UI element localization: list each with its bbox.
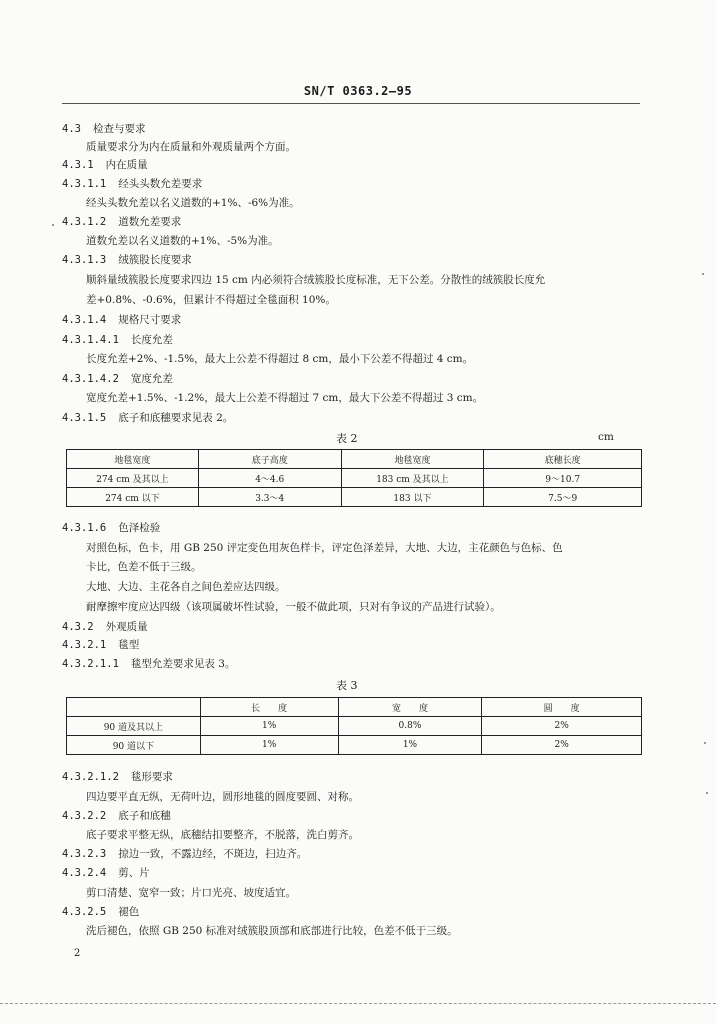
line-text: 卡比，色差不低于三级。 [86,561,202,573]
body-text-line [86,541,563,555]
body-text-line [86,886,296,900]
line-text: 褪色 [118,906,140,918]
line-text: 经头头数允差要求 [118,178,203,190]
section-line [62,215,181,229]
section-number: 4.3.1.6 [62,522,107,534]
table-row [67,488,642,507]
body-text-line [86,580,286,594]
line-text: 长度允差 [130,334,173,346]
section-line [62,847,307,861]
section-number: 4.3.2.1.1 [62,658,119,670]
table-header-cell: 宽 度 [338,698,482,717]
line-text: 检查与要求 [92,123,146,135]
line-text: 质量要求分为内在质量和外观质量两个方面。 [86,141,296,153]
section-line [62,411,233,425]
table-cell: 2% [482,717,642,736]
table-cell: 183 cm 及其以上 [341,469,484,488]
body-text-line [86,234,279,248]
line-text: 内在质量 [105,159,148,171]
table-cell: 274 cm 以下 [67,488,199,507]
line-text: 道数允差要求 [118,216,182,228]
section-number: 4.3.2 [62,621,94,633]
line-text: 剪、片 [118,867,150,879]
table-cell: 1% [200,736,338,755]
scan-speck [702,273,704,275]
table-cell: 90 道及其以上 [67,717,201,736]
section-number: 4.3.2.5 [62,906,107,918]
section-line [62,905,139,919]
scan-speck [704,742,706,744]
table-cell: 183 以下 [341,488,484,507]
line-text: 底子和底穗要求见表 2。 [118,412,234,424]
line-text: 外观质量 [105,621,148,633]
section-line [62,313,181,327]
section-number: 4.3.2.4 [62,867,107,879]
table-3 [66,697,642,755]
table-2 [66,449,642,507]
line-text: 掠边一致，不露边经，不斑边，扫边齐。 [118,848,308,860]
table-cell: 1% [338,736,482,755]
line-text: 长度允差+2%、-1.5%，最大上公差不得超过 8 cm，最小下公差不得超过 4 cm。 [86,353,474,365]
section-line [62,809,171,823]
line-text: 底子和底穗 [118,810,171,822]
line-text: 毯型允差要求见表 3。 [130,658,236,670]
section-number: 4.3.2.1 [62,639,107,651]
section-number: 4.3.1.3 [62,254,107,266]
table-header-cell: 地毯宽度 [341,450,484,469]
body-text-line [86,560,202,574]
table-header-cell: 地毯宽度 [67,450,199,469]
scan-speck [52,224,54,226]
table-row [67,736,642,755]
table-cell: 7.5～9 [484,488,642,507]
table-row [67,717,642,736]
section-line [62,372,173,386]
body-text-line [86,600,501,614]
table-header-cell: 底穗长度 [484,450,642,469]
line-text: 底子要求平整无纵，底穗结扣要整齐，不脱落，洗白剪齐。 [86,829,359,841]
header-rule [62,103,640,104]
table-cell: 4～4.6 [198,469,341,488]
scan-speck [706,792,708,794]
page-number: 2 [74,948,81,959]
table2-unit: cm [598,431,614,443]
section-line [62,638,139,652]
section-line [62,620,148,634]
line-text: 宽度允差+1.5%、-1.2%，最大上公差不得超过 7 cm，最大下公差不得超过 3 cm。 [86,392,484,404]
body-text-line [86,391,483,405]
table-cell: 9～10.7 [484,469,642,488]
section-line [62,657,235,671]
table-cell: 1% [200,717,338,736]
line-text: 毯形要求 [130,771,173,783]
section-line [62,122,145,136]
section-number: 4.3.1 [62,159,94,171]
body-text-line [86,828,359,842]
line-text: 绒簇股长度要求 [118,254,192,266]
line-text: 大地、大边、主花各自之间色差应达四级。 [86,581,286,593]
line-text: 色泽检验 [118,522,161,534]
body-text-line [86,293,336,307]
table-header-row [67,450,642,469]
section-number: 4.3.1.1 [62,178,107,190]
section-number: 4.3.1.4.2 [62,373,119,385]
line-text: 顺斜量绒簇股长度要求四边 15 cm 内必须符合绒簇股长度标准，无下公差。分散性的绒簇股长度允 [86,274,546,286]
section-number: 4.3.1.4 [62,314,107,326]
section-line [62,333,173,347]
line-text: 毯型 [118,639,140,651]
table-cell: 2% [482,736,642,755]
table-cell: 3.3～4 [198,488,341,507]
line-text: 规格尺寸要求 [118,314,182,326]
body-text-line [86,790,359,804]
line-text: 四边要平直无纵，无荷叶边，圆形地毯的圆度要圆、对称。 [86,791,359,803]
table-header-cell: 长 度 [200,698,338,717]
table-row [67,469,642,488]
table-header-cell: 底子高度 [198,450,341,469]
section-number: 4.3.1.2 [62,216,107,228]
table-header-row [67,698,642,717]
section-line [62,866,150,880]
body-text-line [86,924,458,938]
section-line [62,177,202,191]
section-line [62,158,148,172]
line-text: 经头头数允差以名义道数的+1%、-6%为准。 [86,197,300,209]
table-header-cell: 圆 度 [482,698,642,717]
table-header-cell [67,698,201,717]
section-number: 4.3.2.1.2 [62,771,119,783]
bottom-edge-rule [0,1003,716,1004]
body-text-line [86,196,300,210]
section-number: 4.3.2.2 [62,810,107,822]
section-line [62,770,173,784]
table3-caption: 表 3 [336,679,358,692]
line-text: 道数允差以名义道数的+1%、-5%为准。 [86,235,279,247]
section-number: 4.3.2.3 [62,848,107,860]
line-text: 洗后褪色，依照 GB 250 标准对绒簇股顶部和底部进行比较，色差不低于三级。 [86,925,458,937]
line-text: 宽度允差 [130,373,173,385]
body-text-line [86,140,296,154]
document-header: SN/T 0363.2—95 [303,84,413,98]
table2-caption: 表 2 [336,432,358,445]
line-text: 剪口清楚、宽窄一致；片口光亮、坡度适宜。 [86,887,296,899]
section-number: 4.3.1.5 [62,412,107,424]
body-text-line [86,352,473,366]
section-line [62,253,192,267]
body-text-line [86,273,545,287]
line-text: 对照色标，色卡，用 GB 250 评定变色用灰色样卡，评定色泽差异，大地、大边，主花颜色与色标、色 [86,542,563,554]
table-cell: 90 道以下 [67,736,201,755]
section-line [62,521,160,535]
section-number: 4.3 [62,123,81,135]
line-text: 差+0.8%、-0.6%，但累计不得超过全毯面积 10%。 [86,294,336,306]
table-cell: 274 cm 及其以上 [67,469,199,488]
section-number: 4.3.1.4.1 [62,334,119,346]
line-text: 耐摩擦牢度应达四级（该项属破坏性试验，一般不做此项，只对有争议的产品进行试验）。 [86,601,501,613]
table-cell: 0.8% [338,717,482,736]
